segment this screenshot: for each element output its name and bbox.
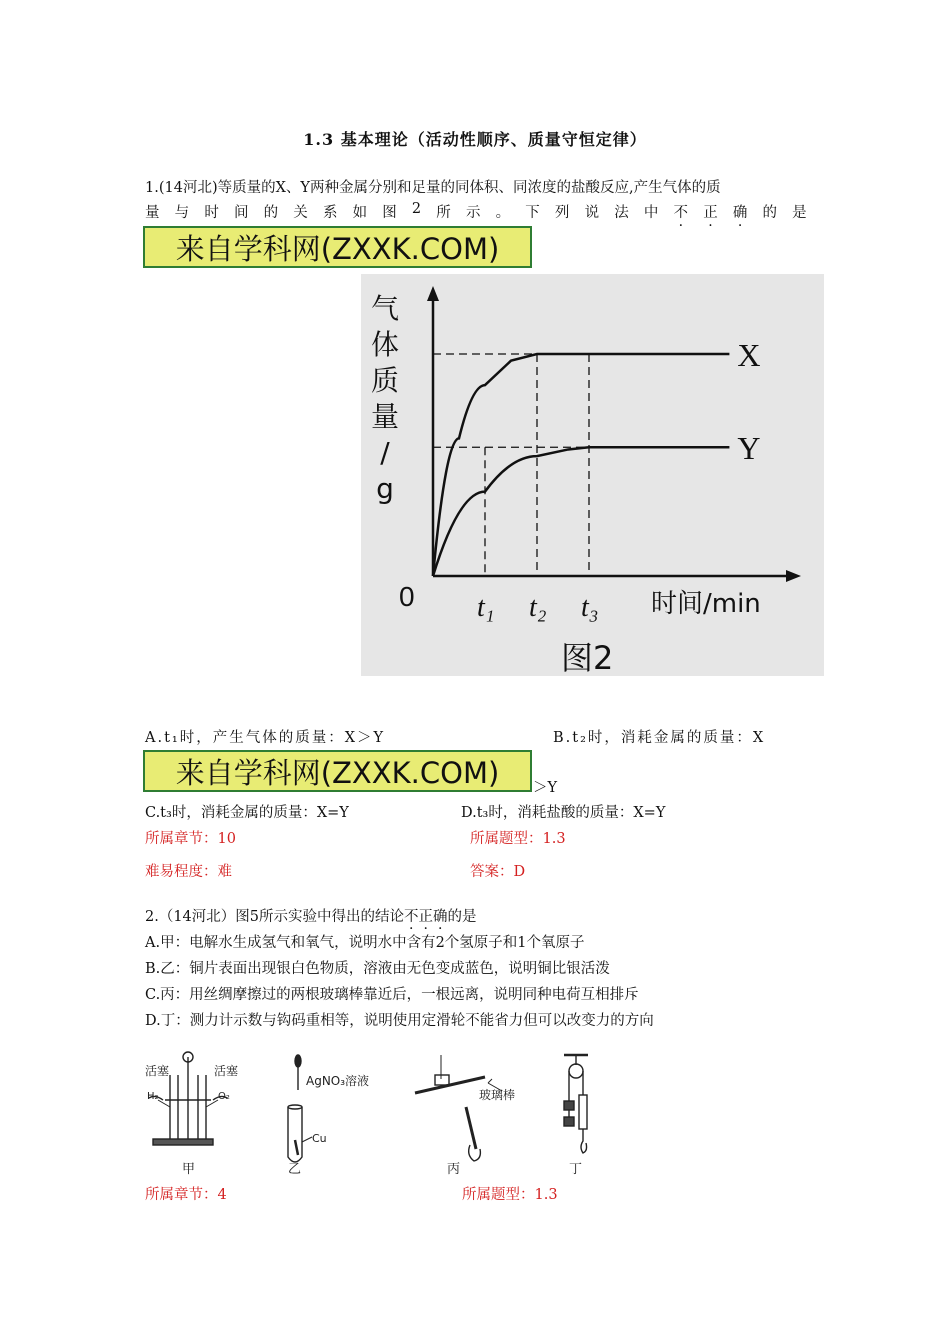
cu-label: Cu (312, 1132, 327, 1145)
stem-char: 系 (322, 205, 338, 221)
q1-option-b-continued: ＞Y (533, 780, 558, 796)
agno3-label: AgNO₃溶液 (306, 1074, 370, 1088)
y-axis-label-char: 质 (370, 364, 400, 397)
ding-label: 丁 (569, 1162, 583, 1177)
stem-char: 的 (263, 205, 279, 221)
pulley-setup (564, 1055, 588, 1153)
y-axis-label-char: 量 (370, 400, 400, 433)
yi-label: 乙 (288, 1162, 302, 1177)
q2-option-a: A.甲：电解水生成氢气和氧气，说明水中含有2个氢原子和1个氧原子 (145, 935, 585, 951)
valve-right-label: 活塞 (214, 1064, 239, 1078)
chart-labels (371, 292, 761, 676)
q1-stem-line2 (145, 201, 807, 222)
h2-label: H₂ (147, 1091, 159, 1102)
series-line-Y (433, 447, 729, 576)
stem-char: 如 (352, 205, 368, 221)
y-axis-label-char: / (380, 436, 390, 469)
chart-svg (361, 274, 824, 676)
q1-option-c: C.t₃时，消耗金属的质量：X=Y (145, 805, 349, 821)
origin-label: 0 (399, 581, 415, 612)
q2-stem-pre: 2.（14河北）图5所示实验中得出的结论 (145, 909, 405, 925)
q1-difficulty: 难易程度：难 (145, 864, 232, 880)
stem-char: 中 (643, 205, 659, 221)
o2-label: O₂ (218, 1091, 230, 1102)
stem-char: 2 (411, 201, 422, 217)
q2-stem (145, 905, 477, 926)
y-axis-label-char: 气 (370, 292, 400, 325)
q2-option-c: C.丙：用丝绸摩擦过的两根玻璃棒靠近后，一根远离，说明同种电荷互相排斥 (145, 987, 639, 1003)
bing-label: 丙 (447, 1162, 461, 1177)
q1-question-type: 所属题型：1.3 (470, 831, 566, 847)
x-tick-label: t₃ (581, 592, 599, 623)
test-tube-setup (288, 1055, 312, 1162)
q2-chapter: 所属章节：4 (145, 1187, 227, 1203)
fixed-pulley (569, 1064, 583, 1078)
q2-stem-post: 的是 (447, 909, 477, 925)
apparatus-base (153, 1139, 213, 1145)
emphasis-char: 正 (418, 909, 434, 925)
emphasis-char: 不 · (674, 201, 689, 222)
stem-char: 。 (495, 205, 511, 221)
series-label-Y: Y (737, 430, 761, 467)
suspension-clip (435, 1075, 449, 1085)
stem-char: 列 (554, 205, 570, 221)
series-label-X: X (737, 337, 761, 373)
hook-weight-1 (564, 1101, 574, 1110)
q1-answer: 答案：D (470, 864, 526, 880)
emphasis-char: 正 · (703, 201, 718, 222)
watermark-banner: 来自学科网(ZXXK.COM) (143, 226, 532, 268)
jia-label: 甲 (182, 1162, 196, 1177)
q1-option-a: A.t₁时，产生气体的质量：X＞Y (145, 730, 386, 746)
q1-option-b: B.t₂时，消耗金属的质量：X (553, 730, 766, 746)
emphasis-char: 确 · (733, 201, 748, 222)
stem-char: 的 (762, 205, 778, 221)
y-axis-label-char: 体 (370, 328, 400, 361)
q2-question-type: 所属题型：1.3 (462, 1187, 558, 1203)
chart-series (433, 354, 729, 576)
hand-pulling (581, 1129, 587, 1153)
hook-weight-2 (564, 1117, 574, 1126)
q1-option-d: D.t₃时，消耗盐酸的质量：X=Y (461, 805, 666, 821)
emphasis-char: 确 (433, 909, 448, 925)
glass-rod-label: 玻璃棒 (479, 1088, 516, 1102)
stem-char: 说 (584, 205, 600, 221)
q1-stem-line1: 1.(14河北)等质量的X、Y两种金属分别和足量的同体积、同浓度的盐酸反应,产生气体的质 (145, 180, 721, 196)
stem-char: 是 (792, 205, 807, 221)
y-axis-arrow (427, 286, 439, 301)
copper-strip (295, 1140, 298, 1155)
stem-char: 法 (614, 205, 629, 221)
x-tick-label: t₂ (529, 592, 547, 623)
x-axis-arrow (786, 570, 801, 582)
x-tick-label: t₁ (477, 592, 495, 623)
stem-char: 图 (382, 205, 397, 221)
figure-2-chart (361, 274, 824, 676)
stem-char: 关 (293, 205, 308, 221)
held-glass-rod (466, 1107, 476, 1149)
watermark-banner-2: 来自学科网(ZXXK.COM) (143, 750, 532, 792)
glass-rods-setup (415, 1055, 502, 1161)
stem-char: 间 (233, 205, 249, 221)
y-axis-label-char: g (376, 472, 394, 505)
stem-char: 时 (204, 205, 219, 221)
valve-left-label: 活塞 (145, 1064, 170, 1078)
page-title: 1.3 基本理论（活动性顺序、质量守恒定律） (303, 130, 647, 149)
stem-char: 与 (174, 205, 190, 221)
x-axis-label: 时间/min (651, 589, 761, 619)
q2-option-d: D.丁：测力计示数与钩码重相等，说明使用定滑轮不能省力但可以改变力的方向 (145, 1013, 654, 1029)
stem-char: 量 (145, 205, 160, 221)
emphasis-char: 不 (404, 909, 419, 925)
q2-option-b: B.乙：铜片表面出现银白色物质，溶液由无色变成蓝色，说明铜比银活泼 (145, 961, 610, 977)
stem-char: 所 (436, 205, 451, 221)
spring-scale (579, 1095, 587, 1129)
figure-5-experiments (130, 1045, 610, 1180)
stem-char: 示 (465, 205, 481, 221)
test-tube (288, 1107, 302, 1162)
q1-chapter: 所属章节：10 (145, 831, 236, 847)
stem-char: 下 (525, 205, 540, 221)
series-line-X (433, 354, 729, 576)
figure-caption: 图2 (561, 639, 614, 676)
hanging-glass-rod (415, 1077, 485, 1093)
